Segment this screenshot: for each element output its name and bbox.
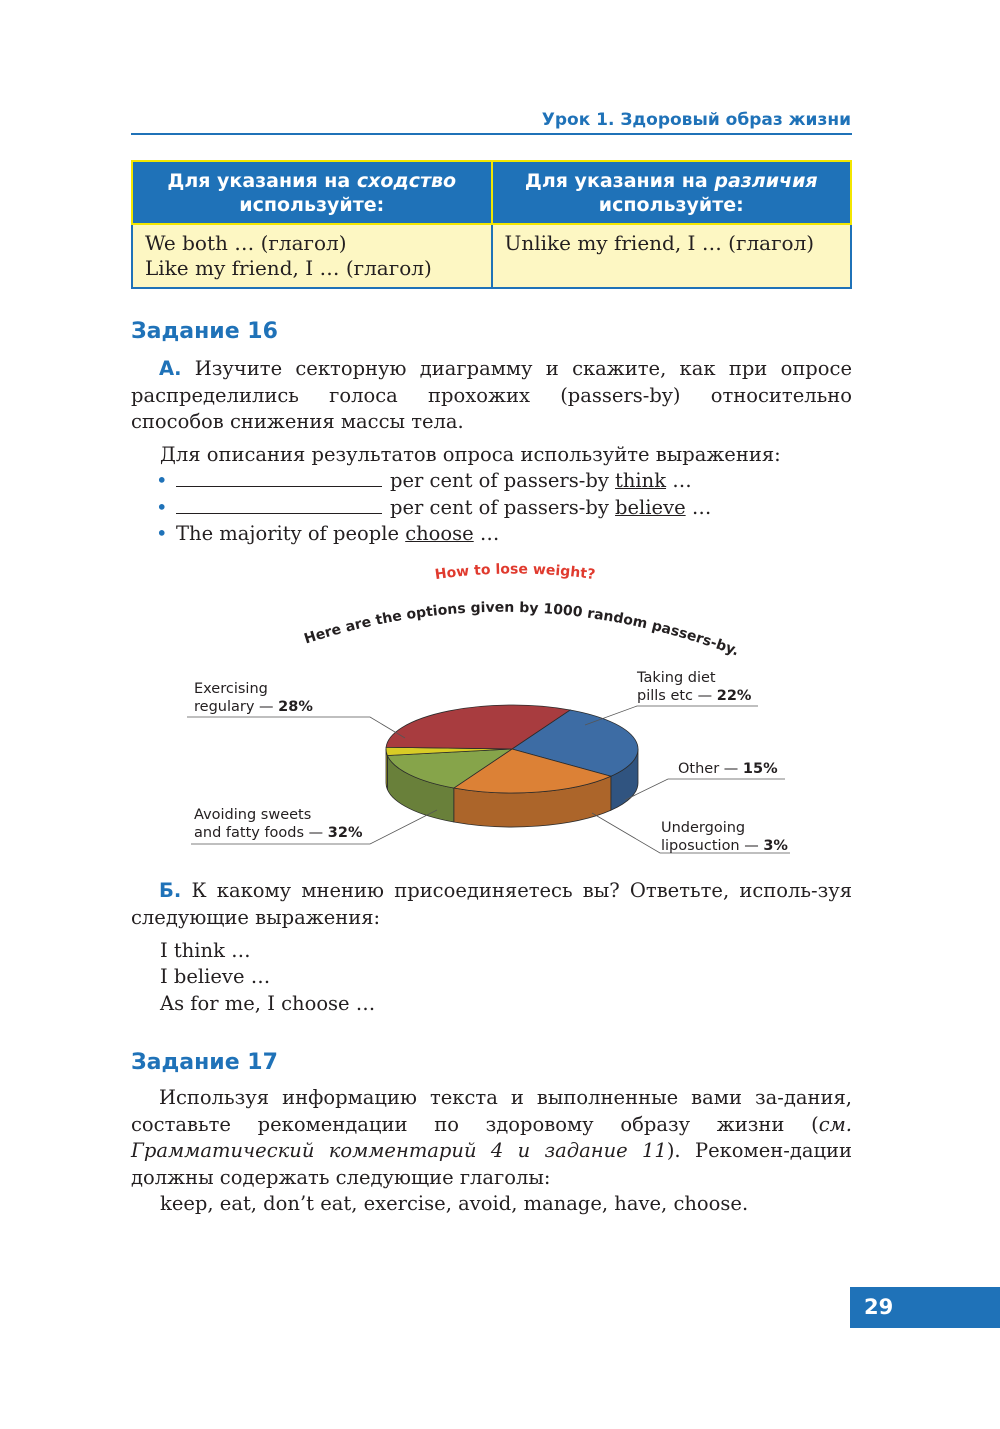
task-17-title: Задание 17 [131,1050,278,1075]
phrase-3: As for me, I choose … [160,992,376,1015]
pie-label-diet-pills-line1: Taking diet [637,670,716,686]
table-head-difference: Для указания на различия используйте: [492,161,852,224]
pie-label-liposuction: liposuction — 3% [661,838,788,854]
phrase-1: I think … [160,939,251,962]
verbs-list: keep, eat, don’t eat, exercise, avoid, manage, have, choose. [160,1192,749,1215]
pie-label-diet-pills: pills etc — 22% [637,688,752,704]
task-16-title: Задание 16 [131,319,278,344]
pie-label-liposuction-line1: Undergoing [661,820,746,836]
chart-title: How to lose weight? [433,561,597,584]
page-number: 29 [850,1287,1000,1328]
blank-line [176,468,382,487]
comparison-table [131,160,852,289]
task-16-b-text: Б. К какому мнению присоединяетесь вы? Ответьте, исполь-зуя следующие выражения: [131,879,853,929]
pie-chart [0,555,1000,865]
pie-label-exercising: regulary — 28% [194,699,313,715]
pie-label-sweets-line1: Avoiding sweets [194,807,312,823]
task-17-text: Используя информацию текста и выполненные вами за-дания, составьте рекомендации по здоровому образу жизни (см. Грамматический комментарий 4 и задание 11). Рекомен-дации должны содержать следующие глаголы: [131,1086,852,1189]
pie-slices [386,705,638,827]
chart-subtitle: Here are the options given by 1000 random passers-by. [302,599,742,660]
list-item: • per cent of passers-by believe … [156,495,712,519]
table-head-similarity: Для указания на сходство используйте: [132,161,492,224]
expressions-list [156,468,856,548]
list-item: • per cent of passers-by think … [156,469,692,492]
pie-label-other: Other — 15% [678,761,778,777]
chapter-header: Урок 1. Здоровый образ жизни [541,110,851,130]
task-16-a-text: А. Изучите секторную диаграмму и скажите, как при опросе распределились голоса прохожих (passers-by) относительно способов снижения массы тела. [131,357,852,433]
expressions-intro: Для описания результатов опроса используйте выражения: [160,443,781,466]
blank-line [176,495,382,514]
table-cell-difference: Unlike my friend, I … (глагол) [492,224,852,288]
pie-label-sweets: and fatty foods — 32% [194,825,363,841]
header-rule [131,133,852,135]
list-item: • The majority of people choose … [156,522,500,545]
phrase-2: I believe … [160,965,271,988]
pie-label-exercising-line1: Exercising [194,681,268,697]
table-cell-similarity: We both … (глагол) Like my friend, I … (глагол) [132,224,492,288]
